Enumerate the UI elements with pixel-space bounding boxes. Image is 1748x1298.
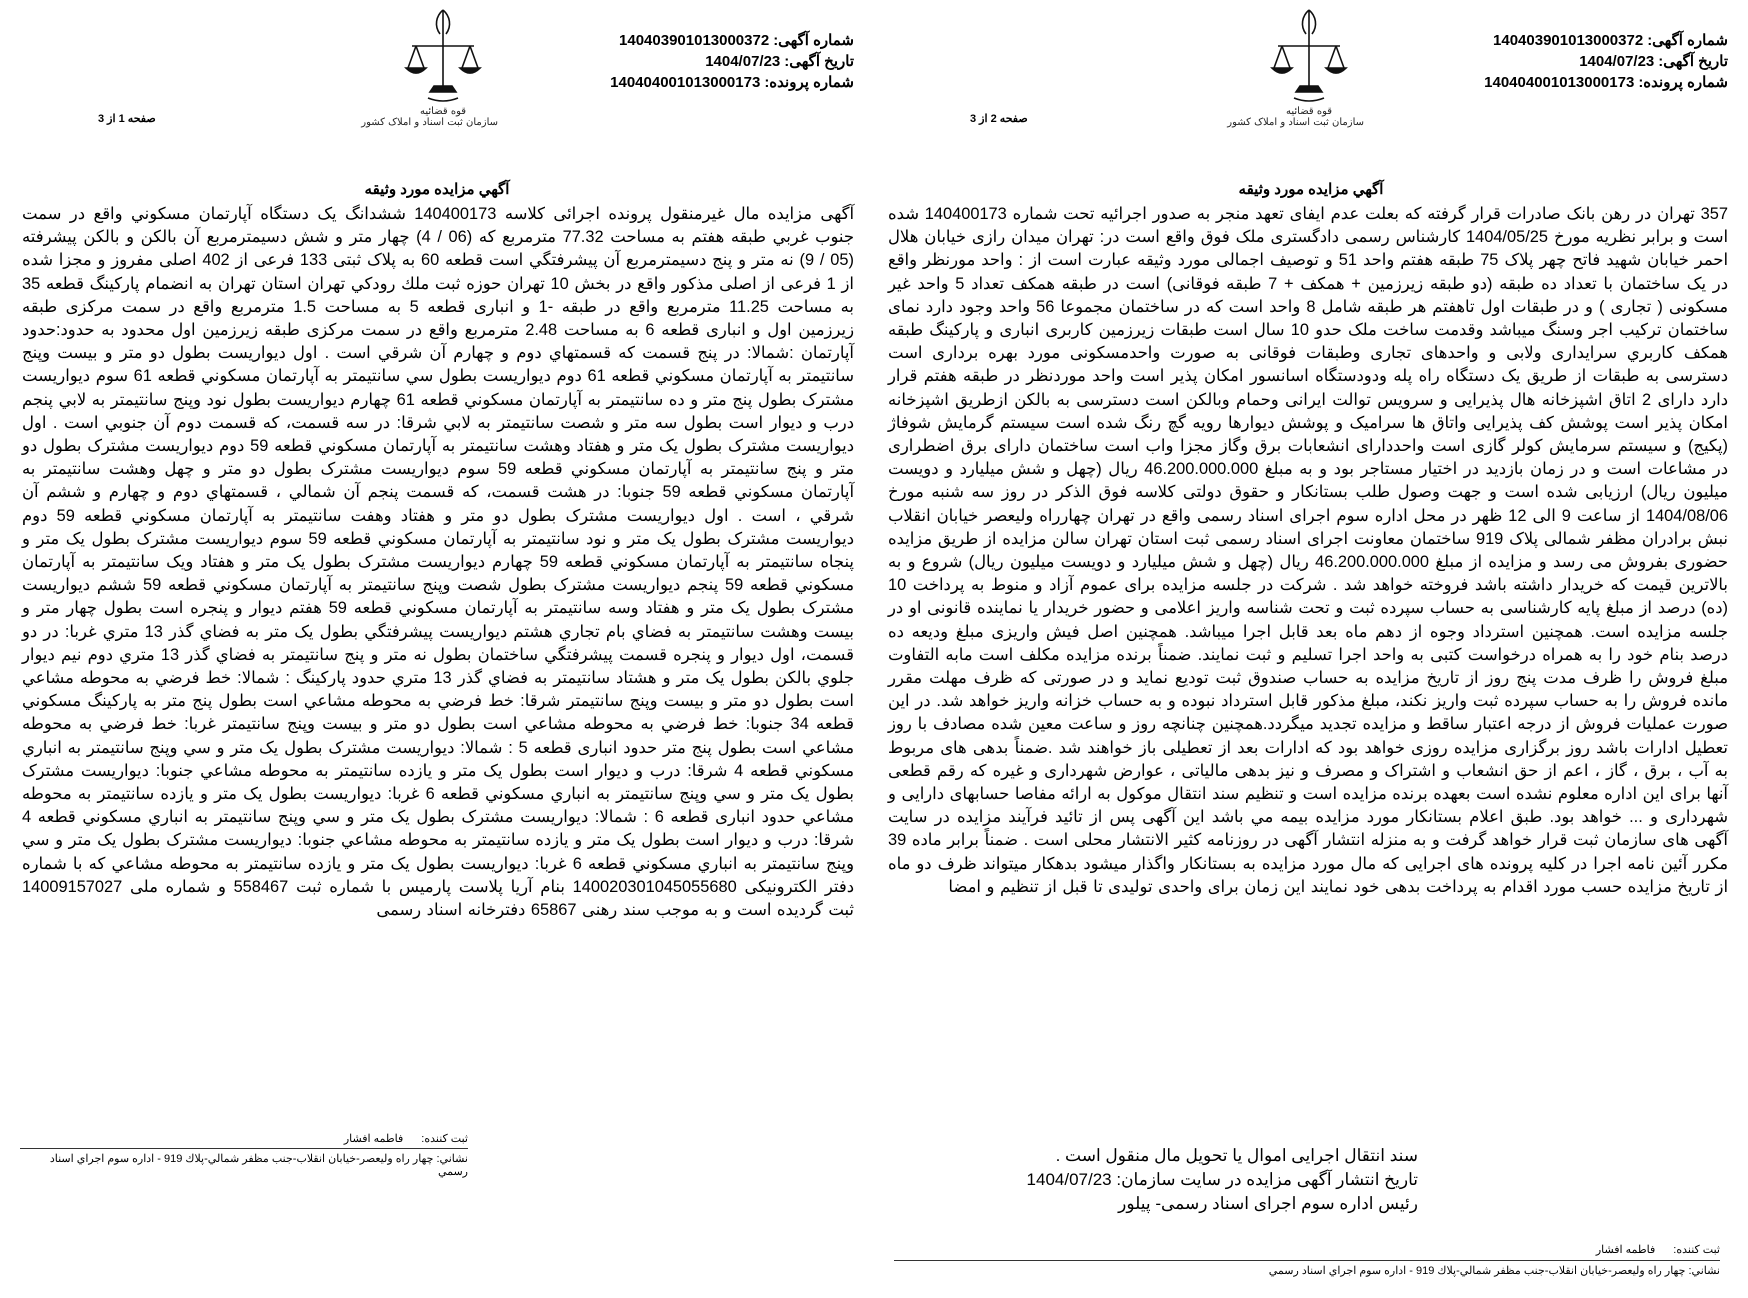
file-number-row: شماره پرونده:140404001013000173	[1484, 74, 1728, 91]
emblem-subcaption: سازمان ثبت اسناد و املاک کشور	[361, 117, 498, 128]
office-address: نشاني: چهار راه وليعصر-خيابان انقلاب-جنب مظفر شمالي-پلاك 919 - اداره سوم اجراي اسناد رسمي	[49, 1153, 468, 1178]
notice-date: 1404/07/23	[705, 53, 781, 70]
registrar-line	[318, 1132, 468, 1145]
notice-header	[1484, 30, 1728, 93]
notice-title: آگهي مزايده مورد وثيقه	[364, 181, 510, 198]
notice-closing	[1027, 1144, 1418, 1216]
notice-date-row: تاریخ آگهی:1404/07/23	[1579, 53, 1728, 70]
file-number: 140404001013000173	[610, 74, 761, 91]
notice-body-text: آگهی مزايده مال غيرمنقول پرونده اجرائی کلاسه 140400173 ششدانگ یک دستگاه آپارتمان مسكوني واقع در سمت جنوب غربي طبقه هفتم به مساحت 77.32 مترمربع كه (06 / 4) چهار متر و شش دسیمترمربع آن بالكن و بالكن پيشرفته (05 / 9) نه متر و پنج دسيمترمربع آن پيشرفتگي است قطعه 60 به پلاک ثبتی 133 فرعی از 402 اصلی مفروز و مجزا شده از 1 فرعی از اصلی مذکور واقع در بخش 10 تهران حوزه ثبت ملك رودكي تهران استان تهران به انضمام پاركينگ قطعه 35 به مساحت 11.25 مترمربع واقع در طبقه -1 و انباری قطعه 5 به مساحت 1.5 مترمربع واقع در سمت مركزی طبقه زیرزمین اول و انباری قطعه 6 به مساحت 2.48 مترمربع واقع در سمت مرکزی طبقه زیرزمین اول محدود به حدود:حدود آپارتمان :شمالا: در پنج قسمت كه قسمتهاي دوم و چهارم آن شرقي است . اول ديواريست بطول دو متر و بيست وپنج سانتيمتر به آپارتمان مسكوني قطعه 61 دوم ديواريست بطول سي سانتيمتر به آپارتمان مسكوني قطعه 61 سوم ديواريست مشترک بطول پنج متر و ده سانتيمتر به آپارتمان مسكوني قطعه 61 چهارم ديواريست بطول نود وپنج سانتيمتر به لابي پنجم درب و ديوار است بطول سه متر و شصت سانتيمتر به لابي شرقا: در سه قسمت، كه قسمت دوم آن جنوبي است . اول ديواريست مشترک بطول يک متر و هفتاد وهشت سانتيمتر به آپارتمان مسكوني قطعه 59 دوم ديواريست مشترک بطول دو متر و پنج سانتيمتر به آپارتمان مسكوني قطعه 59 سوم ديواريست مشترک بطول دو متر و چهل وهشت سانتيمتر به آپارتمان مسكوني قطعه 59 جنوبا: در هشت قسمت، كه قسمت پنجم آن شمالي ، قسمتهاي دوم و چهارم و ششم آن شرقي ، است . اول ديواريست مشترک بطول دو متر و هفتاد وهفت سانتيمتر به آپارتمان مسكوني قطعه 59 دوم ديواريست مشترک بطول يک متر و نود سانتيمتر به آپارتمان مسكوني قطعه 59 سوم ديواريست مشترک بطول يک متر و پنجاه سانتيمتر به آپارتمان مسكوني قطعه 59 چهارم ديواريست مشترک بطول يک متر و هفتاد ويک سانتيمتر به آپارتمان مسكوني قطعه 59 پنجم ديواريست مشترک بطول شصت وپنج سانتيمتر به آپارتمان مسكوني قطعه 59 ششم ديواريست مشترک بطول يک متر و هفتاد وسه سانتيمتر به آپارتمان مسكوني قطعه 59 هفتم ديوار و پنجره است بطول چهار متر و بيست وهشت سانتيمتر به فضاي بام تجاري هشتم ديواريست پيشرفتگي بطول يک متر به فضاي گذر 13 متري غربا: در دو قسمت، اول ديوار و پنجره قسمت پيشرفتگي ساختمان بطول نه متر و پنج سانتيمتر به فضاي گذر 13 متري دوم نيم ديوار جلوي بالكن بطول يک متر و هشتاد سانتيمتر به فضاي گذر 13 متري حدود پاركينگ : شمالا: خط فرضي به محوطه مشاعي است بطول دو متر و بيست وپنج سانتيمتر شرقا: خط فرضي به محوطه مشاعي است بطول پنج متر به پاركينگ مسكوني قطعه 34 جنوبا: خط فرضي به محوطه مشاعي است بطول دو متر و بيست وپنج سانتيمتر غربا: خط فرضي به محوطه مشاعي است بطول پنج متر حدود انباری قطعه 5 : شمالا: ديواريست مشترک بطول يک متر و سي وپنج سانتيمتر به انباري مسكوني قطعه 4 شرقا: درب و ديوار است بطول يک متر و يازده سانتيمتر به محوطه مشاعي جنوبا: ديواريست مشترک بطول يک متر و سي وپنج سانتيمتر به انباري مسكوني قطعه 6 غربا: ديواريست بطول يک متر و يازده سانتيمتر به محوطه مشاعي حدود انباری قطعه 6 : شمالا: ديواريست مشترک بطول يک متر و سي وپنج سانتيمتر به انباري مسكوني قطعه 4 شرقا: درب و ديوار است بطول يک متر و يازده سانتيمتر به محوطه مشاعي جنوبا: ديواريست مشترک بطول يک متر و سي وپنج سانتيمتر به انباري مسكوني قطعه 6 غربا: ديواريست بطول يک متر و يازده سانتيمتر به محوطه مشاعي كه با شماره دفتر الکترونیکی 140020301045055680 بنام آريا پلاست پارميس با شماره ثبت 558467 و شماره ملی 14009157027 ثبت گردیده است و به موجب سند رهنی 65867 دفترخانه اسناد رسمی	[22, 205, 855, 920]
publication-date-line: تاريخ انتشار آگهی مزايده در سايت سازمان: 1404/07/23	[1026, 1170, 1418, 1189]
signatory-line: رئيس اداره سوم اجرای اسناد رسمی- پيلور	[1118, 1194, 1418, 1213]
file-number-row: شماره پرونده:140404001013000173	[610, 74, 854, 91]
registrar-label: ثبت كننده:	[421, 1133, 468, 1145]
notice-number-row: شماره آگهی:140403901013000372	[619, 32, 854, 49]
page-number: صفحه 1 از 3	[98, 113, 156, 125]
iran-emblem-scales-icon	[1264, 6, 1354, 106]
page-number: صفحه 2 از 3	[970, 113, 1028, 125]
emblem-subcaption: سازمان ثبت اسناد و املاک کشور	[1227, 117, 1364, 128]
notice-body-text: 357 تهران در رهن بانک صادرات قرار گرفته كه بعلت عدم ايفای تعهد منجر به صدور اجرائيه تحت شماره 140400173 شده است و برابر نظريه مورخ 1404/05/25 كارشناس رسمی دادگستری ملک فوق واقع است در: تهران ميدان رازی خيابان هلال احمر خيابان شهيد فاتح چهر پلاک 75 طبقه هفتم واحد 51 و توصيف اجمالی مورد وثيقه عبارت است از : واحد مورنظر واقع در يک ساختمان با تعداد ده طبقه (دو طبقه زيرزمين + همکف + 7 طبقه فوقانی) است در طبقه همکف تعداد 5 واحد غير مسکونی ( تجاری ) و در طبقات اول تاهفتم هر طبقه شامل 8 واحد است که در ساختمان مجموعا 56 واحد وجود دارد نمای ساختمان ترکيب اجر وسنگ ميباشد وقدمت ساخت ملک حدو 10 سال است طبقات زيرزمين کاربری انباری و پارکينگ طبقه همکف کاربري سرايداری ولابی و واحدهای تجاری وطبقات فوقانی به صورت واحدمسکونی مورد بهره برداری است دسترسی به طبقات از طريق يک دستگاه راه پله ودودستگاه اسانسور امکان پذير است واحد موردنظر در طبقه هفتم قرار دارد دارای 2 اتاق اشپزخانه هال پذيرايی و سرويس توالت ايرانی وحمام وبالکن است دسترسی به بالکن ازطريق اشپزخانه امکان پذير است پوشش کف پذيرايی واتاق ها سراميک و پوشش ديوارها رويه گچ رنگ شده است سيستم گرمايش شوفاژ (پکيج) و سيستم سرمايش کولر گازی است واحددارای انشعابات برق وگاز مجزا واب است ساختمان دارای برق اضطراری در مشاعات است و در زمان بازديد در اختيار مستاجر بود و به مبلغ 46.200.000.000 ريال (چهل و شش ميليارد و دويست ميليون ريال) ارزيابی شده است و جهت وصول طلب بستانكار و حقوق دولتی كلاسه فوق الذكر در روز سه شنبه مورخ 1404/08/06 از ساعت 9 الی 12 ظهر در محل اداره سوم اجرای اسناد رسمی واقع در تهران چهارراه وليعصر خيابان انقلاب نبش برادران مظفر شمالی پلاک 919 ساختمان معاونت اجرای اسناد رسمی ثبت استان تهران سالن مزايده از طريق مزايده حضوری بفروش می رسد و مزايده از مبلغ 46.200.000.000 ريال (چهل و شش ميليارد و دويست ميليون ريال) شروع و به بالاترين قيمت كه خريدار داشته باشد فروخته خواهد شد . شركت در جلسه مزايده برای عموم آزاد و منوط به پرداخت 10 (ده) درصد از مبلغ پايه كارشناسی به حساب سپرده ثبت و تحت شناسه واريز اعلامی و حضور خريدار يا نماينده قانونی او در جلسه مزايده است. همچنين استرداد وجوه از دهم ماه بعد قابل اجرا ميباشد. همچنين اصل فيش واريزی مبلغ وديعه ده درصد بنام خود را به همراه درخواست كتبی به واحد اجرا تسليم و ثبت نمايند. ضمناً برنده مزايده مكلف است مابه التفاوت مبلغ فروش را ظرف مدت پنج روز از تاريخ مزايده به حساب صندوق ثبت توديع نمايد و در صورتی كه ظرف مهلت مقرر مانده فروش را به حساب سپرده ثبت واريز نكند، مبلغ مذكور قابل استرداد نبوده و به حساب خزانه واريز خواهد شد. در اين صورت عمليات فروش از درجه اعتبار ساقط و مزايده تجديد ميگردد.همچنين چنانچه روز و ساعت معين شده مصادف با روز تعطيل ادارات باشد روز برگزاری مزايده روزی خواهد بود كه ادارات بعد از تعطيلی باز خواهند شد .ضمناً بدهی های مربوط به آب ، برق ، گاز ، اعم از حق انشعاب و اشتراک و مصرف و نيز بدهی مالياتی ، عوارض شهرداری و غيره كه رقم قطعی آنها برای اين اداره معلوم نشده است بعهده برنده مزايده است و تنظيم سند انتقال موكول به ارائه مفاصا حسابهای دارايی و شهرداری و ... خواهد بود. طبق اعلام بستانكار مورد مزايده بيمه مي باشد اين آگهی پس از تائيد فرآيند مزايده در سايت آگهی های سازمان ثبت قرار خواهد گرفت و به منزله انتشار آگهی در روزنامه كثير الانتشار محلی است . ضمناً برابر ماده 39 مكرر آئين نامه اجرا در كليه پرونده های اجرايی كه مال مورد مزايده به بستانكار واگذار ميشود بدهكار ميتواند ظرف دو ماه از تاريخ مزايده حسب مورد اقدام به پرداخت بدهی خود نمايند اين زمان برای واحدی توليدی تا قبل از تنظيم و امضا	[888, 205, 1729, 896]
notice-page-2	[874, 0, 1748, 1298]
notice-number-row: شماره آگهی:140403901013000372	[1493, 32, 1728, 49]
notice-date-row: تاریخ آگهی:1404/07/23	[705, 53, 854, 70]
closing-line-1: سند انتقال اجرايی اموال يا تحويل مال منقول است .	[1055, 1146, 1418, 1165]
emblem-caption: قوه قضائیه	[1285, 106, 1333, 117]
judiciary-emblem	[361, 6, 498, 156]
notice-date: 1404/07/23	[1579, 53, 1655, 70]
notice-number: 140403901013000372	[619, 32, 770, 49]
judiciary-emblem	[1227, 6, 1364, 156]
notice-title: آگهي مزايده مورد وثيقه	[1238, 181, 1384, 198]
file-number: 140404001013000173	[1484, 74, 1635, 91]
registrar-name: فاطمه افشار	[1595, 1244, 1656, 1256]
iran-emblem-scales-icon	[398, 6, 488, 106]
notice-header	[610, 30, 854, 93]
registrar-label: ثبت كننده:	[1673, 1244, 1720, 1256]
emblem-caption: قوه قضائیه	[419, 106, 467, 117]
notice-number: 140403901013000372	[1493, 32, 1644, 49]
footer-divider	[20, 1148, 468, 1149]
footer-divider	[894, 1260, 1720, 1261]
office-address: نشاني: چهار راه وليعصر-خيابان انقلاب-جنب مظفر شمالي-پلاك 919 - اداره سوم اجراي اسناد رسمي	[1268, 1265, 1720, 1277]
registrar-name: فاطمه افشار	[343, 1133, 404, 1145]
registrar-line	[1570, 1243, 1720, 1256]
